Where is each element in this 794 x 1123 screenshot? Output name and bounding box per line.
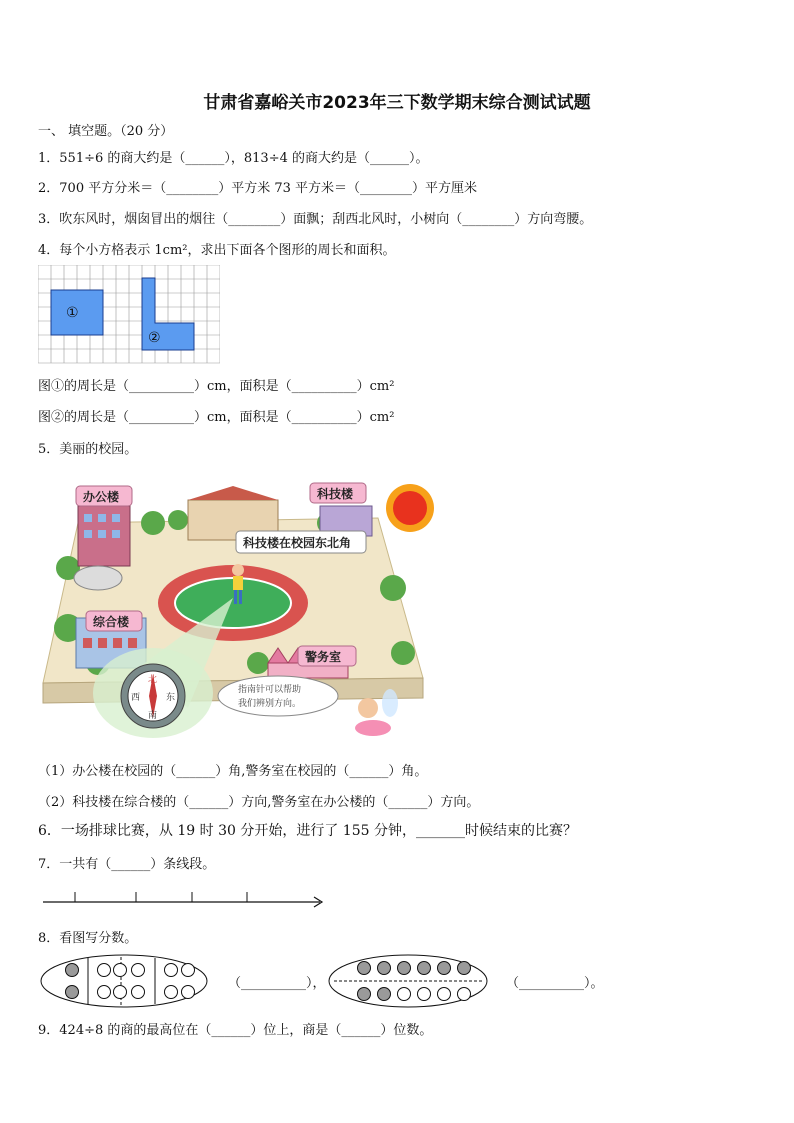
empty-circle — [132, 964, 145, 977]
filled-circle — [378, 988, 391, 1001]
question-1: 1．551÷6 的商大约是（______），813÷4 的商大约是（______）。 — [38, 151, 429, 166]
grid-figure — [38, 265, 220, 365]
q8-blank-2: （__________）。 — [506, 976, 604, 991]
empty-circle — [165, 986, 178, 999]
empty-circle — [114, 964, 127, 977]
label-office: 办公楼 — [83, 490, 120, 504]
filled-circle — [378, 962, 391, 975]
filled-circle — [418, 962, 431, 975]
section-heading: 一、 填空题。（20 分） — [38, 124, 174, 139]
q4-figure-2-answer: 图②的周长是（__________）cm，面积是（__________）cm² — [38, 410, 395, 425]
filled-circle — [438, 962, 451, 975]
empty-circle — [418, 988, 431, 1001]
shape-1-label: ① — [66, 305, 79, 321]
question-6: 6．一场排球比赛，从 19 时 30 分开始，进行了 155 分钟，_______时候结束的比赛？ — [38, 823, 577, 839]
question-9: 9．424÷8 的商的最高位在（______）位上，商是（______）位数。 — [38, 1023, 433, 1038]
empty-circle — [182, 964, 195, 977]
question-5-2: （2）科技楼在综合楼的（______）方向,警务室在办公楼的（______）方向。 — [38, 795, 480, 810]
compass-icon — [121, 664, 185, 728]
fraction-figure-2 — [326, 952, 490, 1010]
q4-figure-1-answer: 图①的周长是（__________）cm，面积是（__________）cm² — [38, 379, 395, 394]
empty-circle — [438, 988, 451, 1001]
empty-circle — [458, 988, 471, 1001]
filled-circle — [66, 964, 79, 977]
label-police: 警务室 — [305, 650, 342, 664]
empty-circle — [98, 986, 111, 999]
empty-circle — [165, 964, 178, 977]
empty-circle — [132, 986, 145, 999]
question-2: 2．700 平方分米＝（________）平方米 73 平方米＝（________）平方厘米 — [38, 181, 478, 196]
label-complex: 综合楼 — [93, 615, 130, 629]
question-5: 5．美丽的校园。 — [38, 442, 138, 457]
compass-south: 南 — [148, 711, 158, 721]
question-4: 4．每个小方格表示 1cm²，求出下面各个图形的周长和面积。 — [38, 243, 396, 258]
speech-bubble: 科技楼在校园东北角 — [243, 536, 352, 550]
sun-icon — [386, 484, 434, 532]
empty-circle — [398, 988, 411, 1001]
filled-circle — [458, 962, 471, 975]
question-7: 7．一共有（______）条线段。 — [38, 857, 216, 872]
q8-blank-1: （__________）， — [228, 976, 326, 991]
empty-circle — [98, 964, 111, 977]
label-tech: 科技楼 — [317, 487, 354, 501]
filled-circle — [358, 988, 371, 1001]
compass-north: 北 — [148, 675, 158, 685]
compass-west: 西 — [131, 693, 141, 703]
filled-circle — [398, 962, 411, 975]
page-title: 甘肃省嘉峪关市2023年三下数学期末综合测试试题 — [203, 93, 591, 113]
filled-circle — [66, 986, 79, 999]
compass-east: 东 — [166, 693, 176, 703]
line-segment-figure — [38, 884, 328, 914]
hint-line-1: 指南针可以帮助 — [238, 685, 302, 695]
filled-circle — [358, 962, 371, 975]
question-3: 3．吹东风时，烟囱冒出的烟往（________）面飘；刮西北风时，小树向（________）方向弯腰。 — [38, 212, 593, 227]
question-8: 8．看图写分数。 — [38, 931, 138, 946]
shape-2-label: ② — [148, 330, 161, 346]
question-5-1: （1）办公楼在校园的（______）角,警务室在校园的（______）角。 — [38, 764, 428, 779]
hint-line-2: 我们辨别方向。 — [238, 699, 302, 709]
empty-circle — [114, 986, 127, 999]
campus-illustration — [38, 478, 438, 750]
fraction-figure-1 — [38, 952, 210, 1010]
empty-circle — [182, 986, 195, 999]
